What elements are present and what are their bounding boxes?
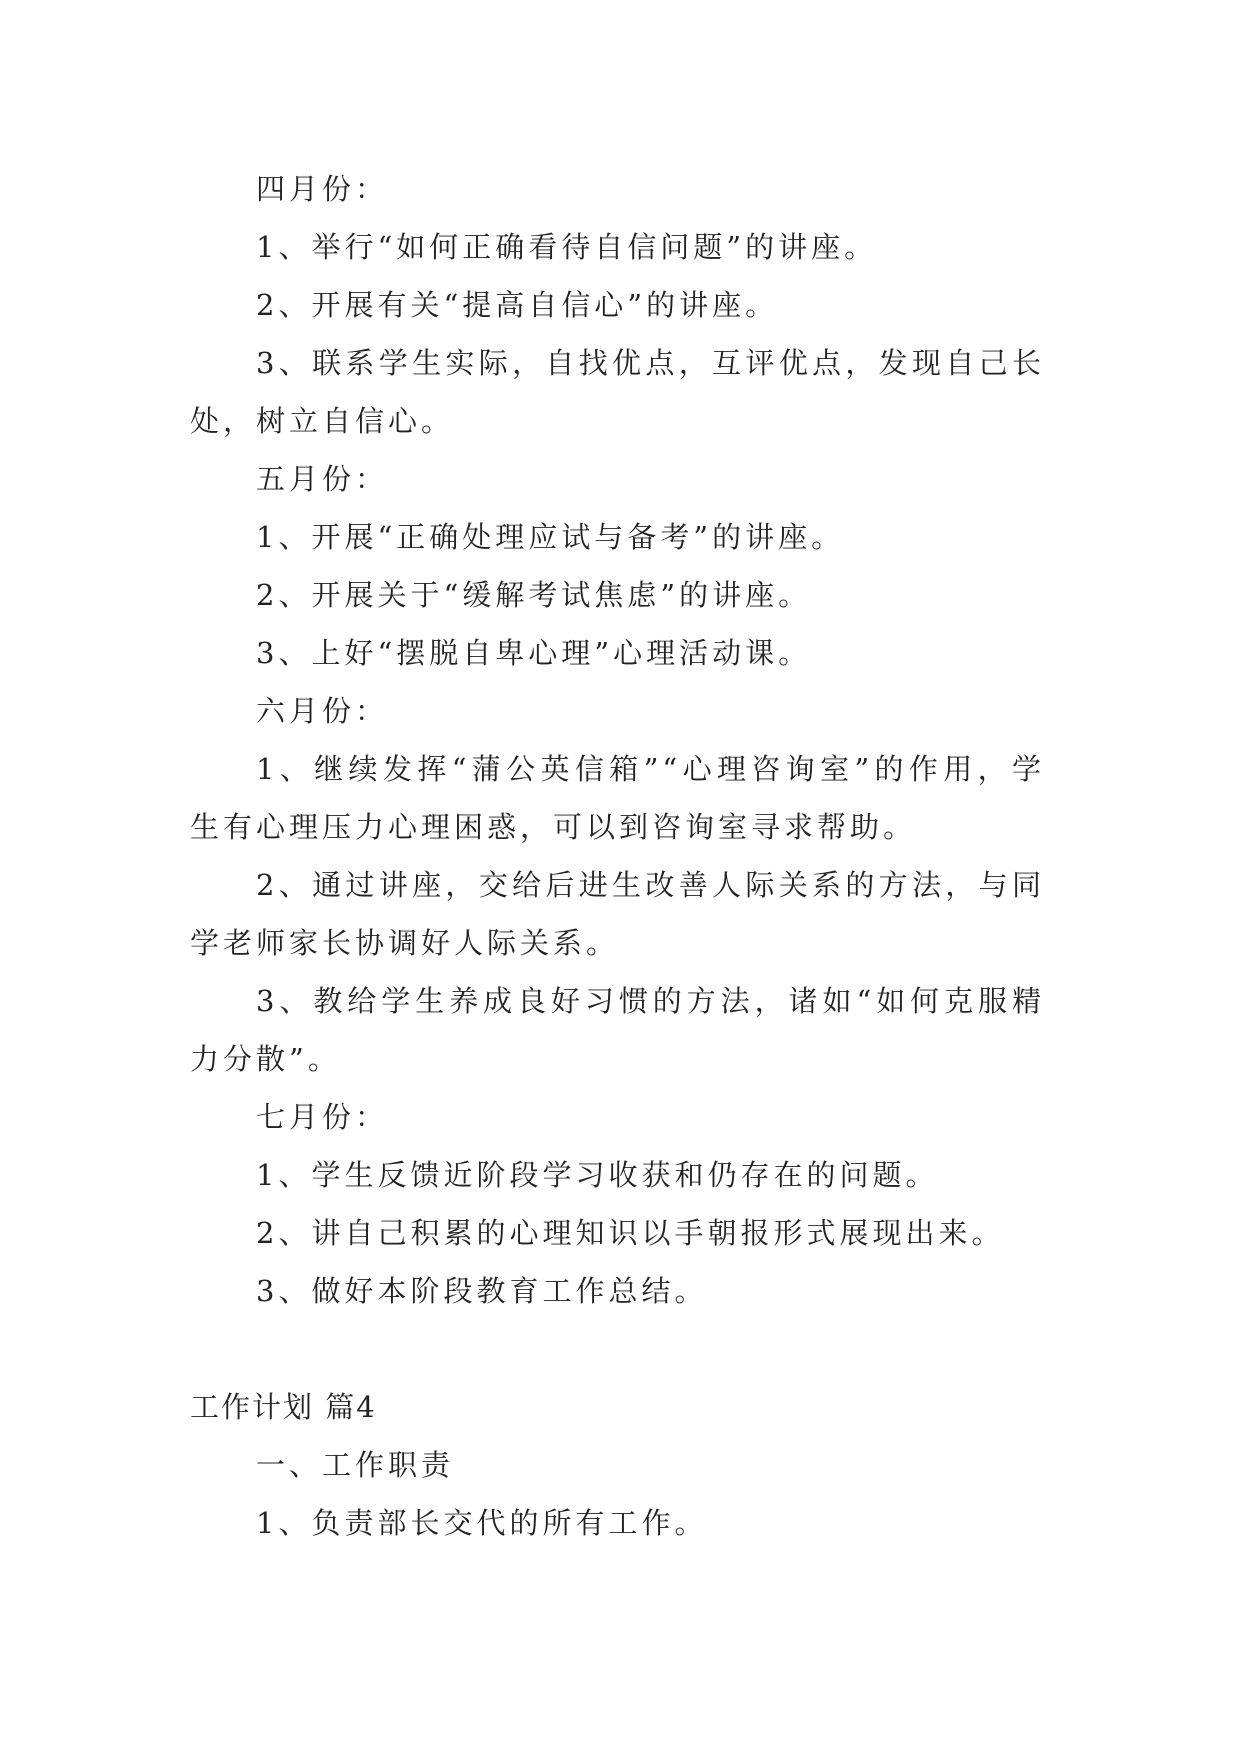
plan-item: 3、联系学生实际，自找优点，互评优点，发现自己长处，树立自信心。 bbox=[190, 346, 1045, 438]
plan-item: 1、继续发挥“蒲公英信箱”“心理咨询室”的作用，学生有心理压力心理困惑，可以到咨询室寻求帮助。 bbox=[190, 752, 1045, 844]
plan-item: 2、开展有关“提高自信心”的讲座。 bbox=[256, 288, 779, 322]
plan-item: 1、举行“如何正确看待自信问题”的讲座。 bbox=[256, 230, 878, 264]
plan-item: 2、讲自己积累的心理知识以手朝报形式展现出来。 bbox=[256, 1216, 1005, 1250]
plan-item: 2、开展关于“缓解考试焦虑”的讲座。 bbox=[256, 578, 812, 612]
section-spacer bbox=[190, 1320, 1045, 1378]
plan-item: 2、通过讲座，交给后进生改善人际关系的方法，与同学老师家长协调好人际关系。 bbox=[190, 868, 1045, 960]
month-heading-july: 七月份： bbox=[256, 1100, 389, 1134]
plan-item: 1、开展“正确处理应试与备考”的讲座。 bbox=[256, 520, 845, 554]
month-heading-april: 四月份： bbox=[256, 172, 389, 206]
plan-item: 3、上好“摆脱自卑心理”心理活动课。 bbox=[256, 636, 812, 670]
section-title: 工作计划 篇4 bbox=[190, 1390, 377, 1424]
month-heading-may: 五月份： bbox=[256, 462, 389, 496]
month-heading-june: 六月份： bbox=[256, 694, 389, 728]
document-body bbox=[190, 160, 1045, 1552]
subsection-heading: 一、工作职责 bbox=[256, 1448, 455, 1482]
plan-item: 3、做好本阶段教育工作总结。 bbox=[256, 1274, 708, 1308]
plan-item: 3、教给学生养成良好习惯的方法，诸如“如何克服精力分散”。 bbox=[190, 984, 1045, 1076]
plan-item: 1、学生反馈近阶段学习收获和仍存在的问题。 bbox=[256, 1158, 939, 1192]
plan-item: 1、负责部长交代的所有工作。 bbox=[256, 1506, 708, 1540]
